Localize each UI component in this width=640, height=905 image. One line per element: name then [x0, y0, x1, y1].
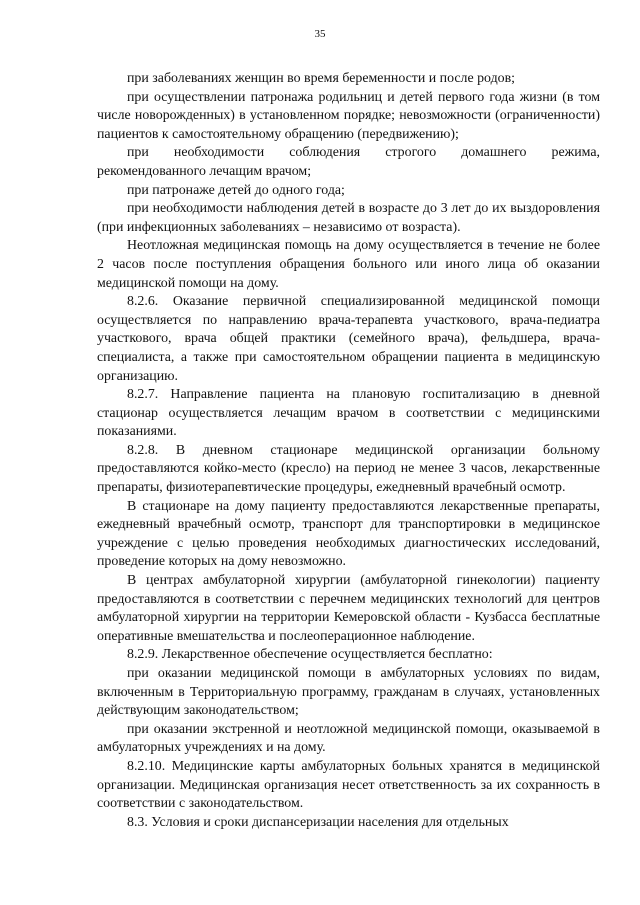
- paragraph: при оказании медицинской помощи в амбулаторных условиях по видам, включенным в Территориальную программу, гражданам в случаях, установленных действующим законодательством;: [97, 666, 600, 719]
- paragraph: 8.2.9. Лекарственное обеспечение осуществляется бесплатно:: [127, 647, 493, 663]
- paragraph: при необходимости наблюдения детей в возрасте до 3 лет до их выздоровления (при инфекционных заболеваниях – независимо от возраста).: [97, 201, 600, 235]
- paragraph: 8.2.6. Оказание первичной специализированной медицинской помощи осуществляется по направлению врача-терапевта участкового, врача-педиатра участкового, врача общей практики (семейного врача), фельдшера, врача-специалиста, а также при самостоятельном обращении пациента в медицинскую организацию.: [97, 294, 600, 384]
- paragraph: при заболеваниях женщин во время беременности и после родов;: [127, 71, 516, 86]
- paragraph: при патронаже детей до одного года;: [127, 182, 345, 198]
- paragraph: 8.2.8. В дневном стационаре медицинской организации больному предоставляются койко-место (кресло) на период не менее 3 часов, лекарственные препараты, физиотерапевтические процедуры, ежедневный врачебный осмотр.: [97, 442, 600, 496]
- paragraph: при осуществлении патронажа родильниц и детей первого года жизни (в том числе новорожденных) в установленном порядке; невозможности (ограниченности) пациентов к самостоятельному обращению (передвижению);: [97, 89, 600, 142]
- paragraph: В стационаре на дому пациенту предоставляются лекарственные препараты, ежедневный врачебный осмотр, транспорт для транспортировки в медицинское учреждение с целью проведения необходимых диагностических исследований, проведение которых на дому невозможно.: [97, 498, 600, 570]
- document-body: [97, 70, 600, 832]
- paragraph: 8.2.7. Направление пациента на плановую госпитализацию в дневной стационар осуществляется лечащим врачом в соответствии с медицинскими показаниями.: [97, 387, 600, 440]
- paragraph: при оказании экстренной и неотложной медицинской помощи, оказываемой в амбулаторных учреждениях и на дому.: [97, 721, 600, 756]
- paragraph: 8.3. Условия и сроки диспансеризации населения для отдельных: [127, 814, 509, 830]
- page-number: 35: [314, 28, 326, 40]
- paragraph: В центрах амбулаторной хирургии (амбулаторной гинекологии) пациенту предоставляются в соответствии с перечнем медицинских технологий для центров амбулаторной хирургии на территории Кемеровской области - Кузбасса бесплатные оперативные вмешательства и послеоперационное наблюдение.: [97, 573, 600, 644]
- paragraph: 8.2.10. Медицинские карты амбулаторных больных хранятся в медицинской организации. Медицинская организация несет ответственность за их сохранность в соответствии с законодательством.: [97, 758, 600, 812]
- paragraph: Неотложная медицинская помощь на дому осуществляется в течение не более 2 часов после поступления обращения больного или иного лица об оказании медицинской помощи на дому.: [97, 238, 600, 291]
- paragraph: при необходимости соблюдения строгого домашнего режима, рекомендованного лечащим врачом;: [97, 145, 600, 179]
